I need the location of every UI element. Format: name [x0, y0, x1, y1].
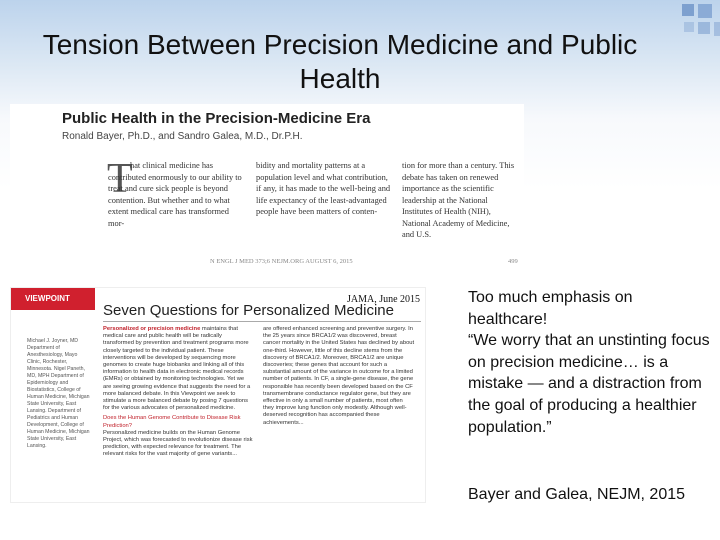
- viewpoint-badge: [11, 288, 95, 310]
- article-page-number: 499: [508, 258, 518, 265]
- viewpoint-label: VIEWPOINT: [25, 294, 70, 303]
- article-image-jama: [10, 287, 426, 503]
- article-heading: Public Health in the Precision-Medicine Era: [62, 110, 371, 127]
- quote-line: “We worry that an unstinting focus on precision medicine… is a mistake — and a distraction from the goal of producing a healthier population.”: [468, 332, 710, 436]
- journal-caption: JAMA, June 2015: [347, 294, 421, 305]
- corner-square: [682, 4, 694, 16]
- corner-square: [714, 22, 720, 36]
- article-footer: N ENGL J MED 373;6 NEJM.ORG AUGUST 6, 2015: [210, 258, 353, 265]
- article-text: Personalized medicine builds on the Human Genome Project, which was forecasted to revolutionize disease risk prediction, with expected relevance for treatment. The relevant risks for the vast majority of gene variants...: [103, 429, 253, 458]
- article-column: are offered enhanced screening and preventive surgery. In the 25 years since BRCA1/2 was discovered, breast cancer mortality in the United States has declined by about one-third. However, little of this decline stems from the discovery of BRCA1/2. Moreover, BRCA1/2 are unique discoveries; these genes that account for such a substantial amount of the variance in outcome for a limited number of patients. In CF, a single-gene disease, the gene responsible has recently been developed based on the CF transmembrane conductance regulator gene, but they are effective in only a small number of patients, most often they improve lung function only modestly. Although well-deserved recognition has accompanied these achievements...: [263, 326, 415, 426]
- article-subhead: Does the Human Genome Contribute to Disease Risk Prediction?: [103, 415, 241, 429]
- drop-cap: T: [107, 156, 133, 202]
- corner-square: [698, 22, 710, 34]
- lead-text: Personalized or precision medicine: [103, 326, 201, 332]
- quote-line: Too much emphasis on healthcare!: [468, 289, 633, 328]
- corner-square: [684, 22, 694, 32]
- article-column: [103, 326, 253, 459]
- slide-title: Tension Between Precision Medicine and Public Health: [42, 29, 638, 94]
- article-image-nejm: [10, 104, 524, 270]
- divider: [103, 321, 421, 322]
- corner-decoration: [676, 0, 720, 60]
- quote-text: [468, 287, 714, 438]
- article-authors: Ronald Bayer, Ph.D., and Sandro Galea, M.D., Dr.P.H.: [62, 131, 303, 142]
- author-sidebar: Michael J. Joyner, MD Department of Anesthesiology, Mayo Clinic, Rochester, Minnesota. Nigel Paneth, MD, MPH Department of Epidemiology and Biostatistics, College of Human Medicine, Michigan State University, East Lansing. Department of Pediatrics and Human Development, College of Human Medicine, Michigan State University, East Lansing.: [27, 338, 90, 449]
- corner-square: [698, 4, 712, 18]
- article-column: [107, 156, 246, 229]
- article-heading: Seven Questions for Personalized Medicine: [103, 302, 394, 319]
- citation: Bayer and Galea, NEJM, 2015: [468, 486, 686, 503]
- article-column: bidity and mortality patterns at a population level and what contribution, if any, it has made to the well-being and life expectancy of the least-advantaged people have been matters of conten-: [256, 161, 391, 216]
- article-text: hat clinical medicine has contributed enormously to our ability to treat and cure sick people is beyond contention. But whether and to what extent medical care has transformed mor-: [108, 161, 242, 228]
- article-column: tion for more than a century. This debate has taken on renewed importance as the scientific leadership at the National Institutes of Health (NIH), National Academy of Medicine, and U.S.: [402, 161, 515, 239]
- article-text: maintains that medical care and public health will be radically transformed by prevention and treatment programs more closely targeted to the individual patient. These interventions will be developed by sequencing more genomes to create huge biobanks and linking all of this information to health data in electronic medical records (EMRs) or obtained by monitoring technologies. Yet we are seeing growing evidence that suggests the need for a more balanced debate. In this Viewpoint we seek to stimulate a more balanced debate by posing 7 questions for the various advocates of personalized medicine.: [103, 326, 251, 412]
